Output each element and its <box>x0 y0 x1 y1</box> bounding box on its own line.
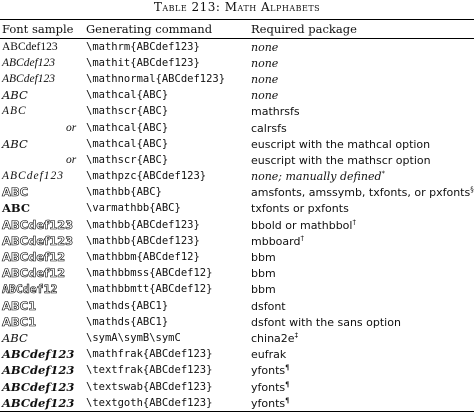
font-sample-cell: ABCdef123 <box>2 56 56 69</box>
table-row <box>0 136 474 152</box>
command-cell: \mathcal{ABC} <box>86 121 169 134</box>
package-name: txfonts or pxfonts <box>251 202 349 216</box>
package-name: dsfont with the sans option <box>251 315 401 329</box>
package-cell <box>249 395 474 412</box>
command-cell: \mathcal{ABC} <box>86 137 169 150</box>
font-sample-cell: ABCdef123 <box>2 72 56 85</box>
font-sample-cell: ABCdef12 <box>2 266 66 281</box>
package-name: none <box>251 72 279 86</box>
package-cell <box>249 55 474 71</box>
table-row <box>0 55 474 71</box>
header-font-sample: Font sample <box>2 21 74 36</box>
font-sample-cell: ABCdef123 <box>2 40 58 53</box>
package-cell <box>249 201 474 217</box>
table-row <box>0 330 474 346</box>
command-cell: \mathbbm{ABCdef12} <box>86 251 200 264</box>
font-sample-cell: ABCdef123 <box>2 233 74 248</box>
command-cell: \mathpzc{ABCdef123} <box>86 170 207 183</box>
package-cell <box>249 347 474 363</box>
package-cell <box>249 39 474 56</box>
command-cell: \mathds{ABC1} <box>86 299 169 312</box>
package-cell <box>249 88 474 104</box>
package-cell <box>249 249 474 265</box>
footnote-mark: † <box>300 234 304 243</box>
font-sample-cell: ABCdef12 <box>2 250 66 265</box>
footnote-mark: ‡ <box>294 331 299 340</box>
table-header-row <box>0 20 474 39</box>
font-sample-cell: ABCdef123 <box>2 379 75 394</box>
table-row <box>0 363 474 379</box>
command-cell: \textswab{ABCdef123} <box>86 380 213 393</box>
font-sample-cell: or <box>66 153 77 166</box>
table-row <box>0 152 474 168</box>
font-sample-cell: ABCdef123 <box>2 170 65 183</box>
table-row <box>0 266 474 282</box>
table-row <box>0 185 474 201</box>
command-cell: \mathnormal{ABCdef123} <box>86 72 226 85</box>
table-body <box>0 39 474 412</box>
font-sample-cell: ABC <box>2 201 31 216</box>
package-name: eufrak <box>251 348 287 362</box>
font-sample-cell: ABC1 <box>2 298 37 313</box>
package-name: none <box>251 89 279 103</box>
package-cell <box>249 104 474 120</box>
table-caption: Table 213: Math Alphabets <box>153 0 321 14</box>
package-name: yfonts <box>251 364 286 378</box>
package-name: mathrsfs <box>251 105 300 119</box>
command-cell: \mathscr{ABC} <box>86 105 169 118</box>
footnote-mark: ¶ <box>285 396 290 405</box>
package-cell <box>249 282 474 298</box>
command-cell: \mathrm{ABCdef123} <box>86 40 200 53</box>
table-row <box>0 88 474 104</box>
command-cell: \symA\symB\symC <box>86 331 181 344</box>
package-cell <box>249 330 474 346</box>
command-cell: \textfrak{ABCdef123} <box>86 364 213 377</box>
package-cell <box>249 136 474 152</box>
font-sample-cell: ABC <box>2 105 27 118</box>
math-alphabets-table <box>0 19 474 412</box>
table-row <box>0 169 474 185</box>
command-cell: \mathit{ABCdef123} <box>86 56 200 69</box>
package-cell <box>249 71 474 87</box>
command-cell: \mathds{ABC1} <box>86 315 169 328</box>
font-sample-cell: ABC1 <box>2 314 37 329</box>
footnote-mark: * <box>381 169 385 178</box>
package-name: amsfonts, amssymb, txfonts, or pxfonts <box>251 186 471 200</box>
command-cell: \mathbbmss{ABCdef12} <box>86 267 213 280</box>
table-row <box>0 217 474 233</box>
table-row <box>0 249 474 265</box>
table-row <box>0 347 474 363</box>
package-cell <box>249 314 474 330</box>
package-name: calrsfs <box>251 121 287 135</box>
header-required-package: Required package <box>251 21 357 36</box>
table-row <box>0 39 474 56</box>
table-row <box>0 233 474 249</box>
command-cell: \mathscr{ABC} <box>86 153 169 166</box>
command-cell: \textgoth{ABCdef123} <box>86 396 213 409</box>
font-sample-cell: ABC <box>2 330 28 345</box>
font-sample-cell: ABC <box>2 136 28 151</box>
package-name: bbm <box>251 283 276 297</box>
package-cell <box>249 363 474 379</box>
footnote-mark: § <box>470 185 474 194</box>
table-row <box>0 379 474 395</box>
command-cell: \mathcal{ABC} <box>86 89 169 102</box>
package-name: china2e <box>251 331 295 345</box>
table-row <box>0 395 474 412</box>
command-cell: \mathfrak{ABCdef123} <box>86 348 213 361</box>
package-name: yfonts <box>251 396 286 410</box>
table-row <box>0 314 474 330</box>
command-cell: \mathbb{ABC} <box>86 186 162 199</box>
package-name: euscript with the mathscr option <box>251 153 431 167</box>
package-cell <box>249 379 474 395</box>
package-cell <box>249 266 474 282</box>
table-row <box>0 298 474 314</box>
table-row <box>0 104 474 120</box>
header-generating-command: Generating command <box>86 21 213 36</box>
footnote-mark: ¶ <box>285 363 290 372</box>
package-name: yfonts <box>251 380 286 394</box>
package-name: euscript with the mathcal option <box>251 137 431 151</box>
footnote-mark: ¶ <box>285 379 290 388</box>
table-row <box>0 282 474 298</box>
font-sample-cell: ABCdef123 <box>2 395 75 410</box>
package-name: none <box>251 40 279 54</box>
package-cell <box>249 152 474 168</box>
package-cell <box>249 120 474 136</box>
command-cell: \varmathbb{ABC} <box>86 202 181 215</box>
command-cell: \mathbb{ABCdef123} <box>86 218 200 231</box>
command-cell: \mathbb{ABCdef123} <box>86 234 200 247</box>
font-sample-cell: ABC <box>2 185 29 200</box>
table-row <box>0 71 474 87</box>
package-name: bbm <box>251 251 276 265</box>
command-cell: \mathbbmtt{ABCdef12} <box>86 283 213 296</box>
font-sample-cell: ABC <box>2 88 28 103</box>
table-row <box>0 120 474 136</box>
package-cell <box>249 217 474 233</box>
font-sample-cell: ABCdef12 <box>2 282 58 297</box>
table-row <box>0 201 474 217</box>
font-sample-cell: ABCdef123 <box>2 217 74 232</box>
package-name: dsfont <box>251 299 286 313</box>
font-sample-cell: ABCdef123 <box>2 347 75 362</box>
footnote-mark: † <box>352 218 356 226</box>
package-name: mbboard <box>251 234 301 248</box>
package-cell <box>249 169 474 185</box>
package-name: none; manually defined <box>251 170 382 184</box>
package-name: bbold or mathbbol <box>251 218 353 232</box>
package-cell <box>249 298 474 314</box>
package-cell <box>249 185 474 201</box>
font-sample-cell: or <box>66 121 77 134</box>
font-sample-cell: ABCdef123 <box>2 363 75 378</box>
package-cell <box>249 233 474 249</box>
package-name: none <box>251 56 279 70</box>
package-name: bbm <box>251 267 276 281</box>
